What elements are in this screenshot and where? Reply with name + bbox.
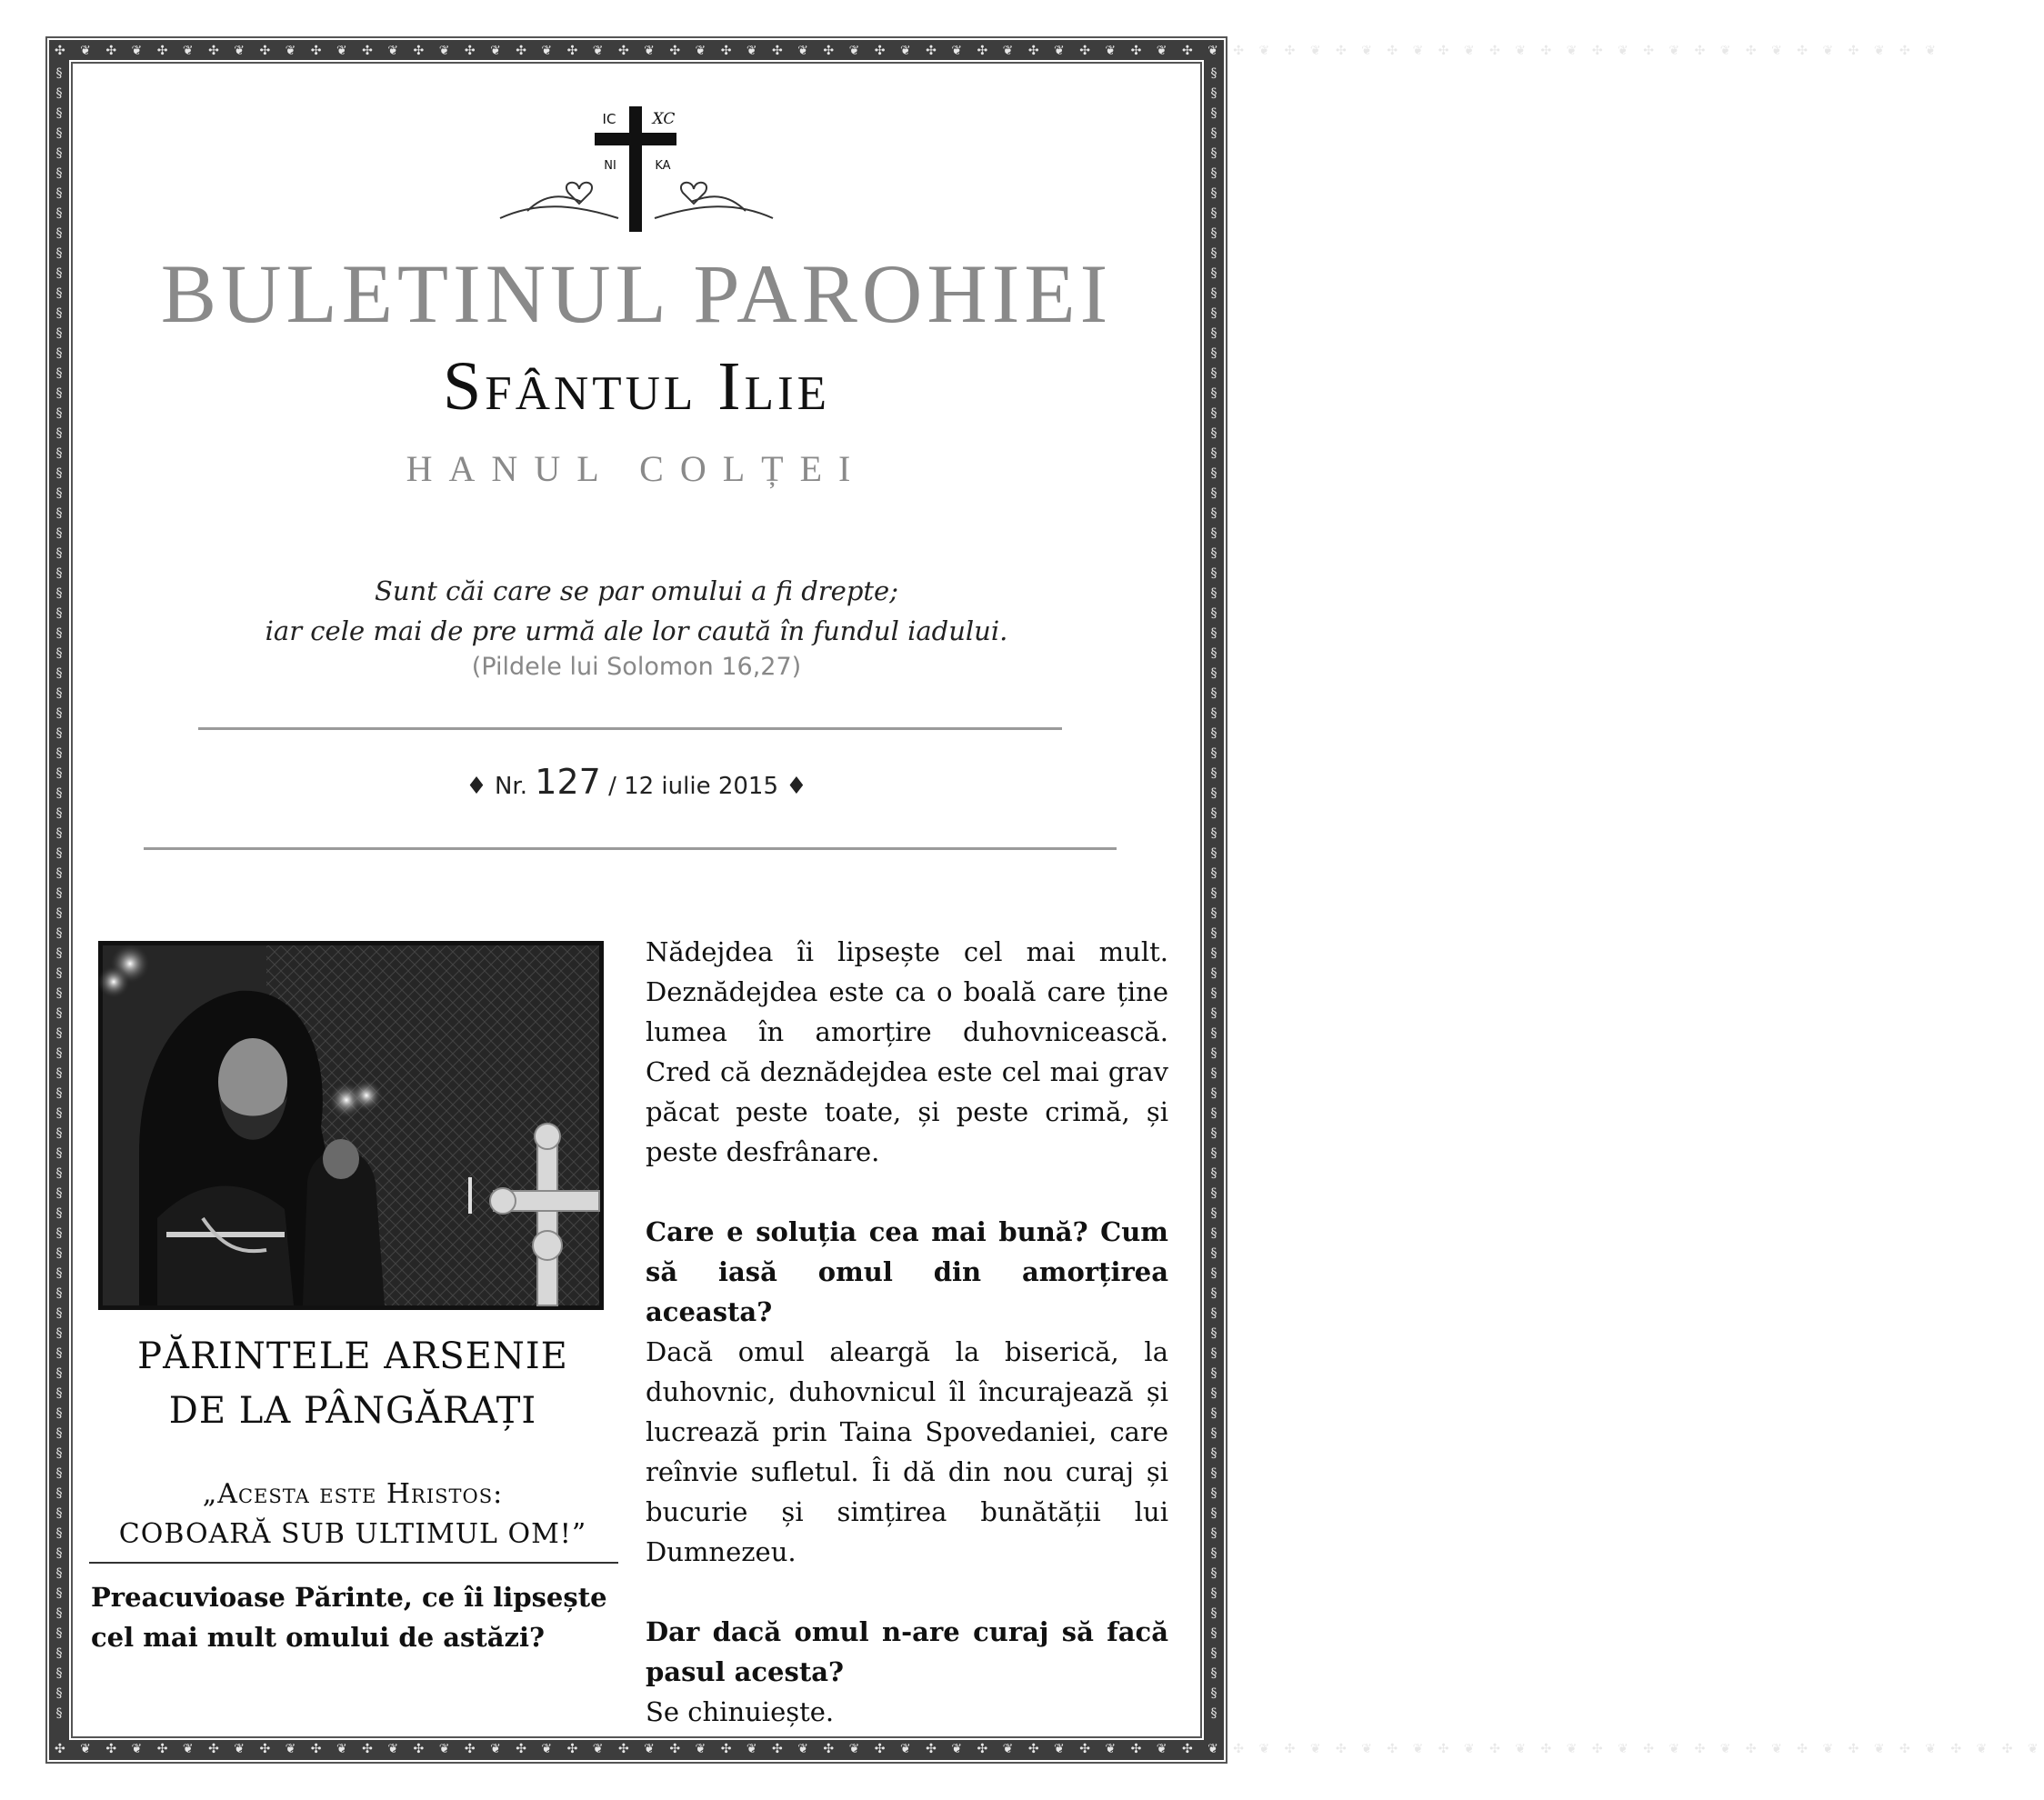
scripture-verse	[0, 571, 1273, 651]
parish-location: HANUL COLȚEI	[406, 448, 867, 489]
subject-line-2: DE LA PÂNGĂRAȚI	[168, 1390, 537, 1432]
interview-question-2: Care e soluția cea mai bună? Cum să iasă omul din amorțirea aceasta?	[646, 1216, 1168, 1327]
divider	[198, 727, 1062, 730]
interview-text	[646, 932, 1168, 1732]
article-subject	[89, 1329, 616, 1438]
interview-answer-2: Dacă omul aleargă la biserică, la duhovnic, duhovnicul îl încurajează și lucrează prin Taina Spovedaniei, care reînvie sufletul. Îi dă din nou curaj și bucurie și simțirea bunătății lui Dumnezeu.	[646, 1336, 1168, 1567]
emblem-letter-ic: IC	[602, 111, 616, 127]
cross-emblem-icon	[491, 102, 782, 238]
subject-line-1: PĂRINTELE ARSENIE	[137, 1335, 568, 1377]
quote-line-2: COBOARĂ SUB ULTIMUL OM!”	[118, 1518, 587, 1550]
verse-reference: (Pildele lui Solomon 16,27)	[471, 653, 802, 681]
emblem-letter-ka: KA	[655, 159, 671, 173]
verse-line-1: Sunt căi care se par omului a fi drepte;	[375, 575, 898, 606]
interview-answer-3: Se chinuiește.	[646, 1696, 835, 1727]
emblem-letter-ni: NI	[604, 159, 616, 173]
interview-question-3: Dar dacă omul n-are curaj să facă pasul acesta?	[646, 1616, 1168, 1687]
emblem-letter-xc: XC	[652, 110, 676, 128]
bulletin-title: BULETINUL PAROHIEI	[160, 247, 1113, 340]
divider	[144, 847, 1117, 850]
interview-answer-1: Nădejdea îi lipsește cel mai mult. Deznădejdea este ca o boală care ține lumea în amorțire duhovnicească. Cred că deznădejdea este cel mai grav păcat peste toate, și peste crimă, și peste desfrânare.	[646, 936, 1168, 1167]
flourish-left-icon	[500, 183, 618, 218]
border-ornament-right: § § § § § § § § § § § § § § § § § § § § § § § § § § § § § § § § § § § § § § § § § § § § § § § § § § § § § § § § § § § § § § § § § § § § § § § § § § § § § § § § § § §	[1210, 66, 1217, 1721]
verse-line-2: iar cele mai de pre urmă ale lor caută în fundul iadului.	[265, 615, 1008, 646]
portrait-photo	[98, 941, 604, 1310]
article-quote	[89, 1475, 616, 1555]
issue-date: / 12 iulie 2015 ♦	[608, 773, 807, 800]
divider	[89, 1562, 618, 1564]
interview-question-1: Preacuvioase Părinte, ce îi lipsește cel mai mult omului de astăzi?	[91, 1582, 607, 1653]
parish-name: Sfântul Ilie	[442, 348, 831, 425]
border-ornament-top: ✣ ❦ ✣ ❦ ✣ ❦ ✣ ❦ ✣ ❦ ✣ ❦ ✣ ❦ ✣ ❦ ✣ ❦ ✣ ❦ ✣ ❦ ✣ ❦ ✣ ❦ ✣ ❦ ✣ ❦ ✣ ❦ ✣ ❦ ✣ ❦ ✣ ❦ ✣ ❦ ✣ ❦ ✣ ❦ ✣ ❦ ✣ ❦ ✣ ❦ ✣ ❦ ✣ ❦ ✣ ❦ ✣ ❦ ✣ ❦ ✣ ❦ ✣ ❦ ✣ ❦ ✣ ❦ ✣ ❦ ✣ ❦ ✣ ❦	[55, 44, 1941, 58]
border-ornament-bottom: ✣ ❦ ✣ ❦ ✣ ❦ ✣ ❦ ✣ ❦ ✣ ❦ ✣ ❦ ✣ ❦ ✣ ❦ ✣ ❦ ✣ ❦ ✣ ❦ ✣ ❦ ✣ ❦ ✣ ❦ ✣ ❦ ✣ ❦ ✣ ❦ ✣ ❦ ✣ ❦ ✣ ❦ ✣ ❦ ✣ ❦ ✣ ❦ ✣ ❦ ✣ ❦ ✣ ❦ ✣ ❦ ✣ ❦ ✣ ❦ ✣ ❦ ✣ ❦ ✣ ❦ ✣ ❦ ✣ ❦ ✣ ❦ ✣ ❦ ✣ ❦ ✣ ❦	[55, 1742, 2044, 1756]
quote-line-1: „Acesta este Hristos:	[202, 1478, 504, 1510]
flourish-right-icon	[655, 183, 773, 218]
issue-line	[0, 762, 1273, 802]
border-ornament-left: § § § § § § § § § § § § § § § § § § § § § § § § § § § § § § § § § § § § § § § § § § § § § § § § § § § § § § § § § § § § § § § § § § § § § § § § § § § § § § § § § § §	[55, 66, 63, 1721]
issue-number: 127	[535, 762, 601, 802]
issue-prefix: ♦ Nr.	[466, 773, 527, 800]
